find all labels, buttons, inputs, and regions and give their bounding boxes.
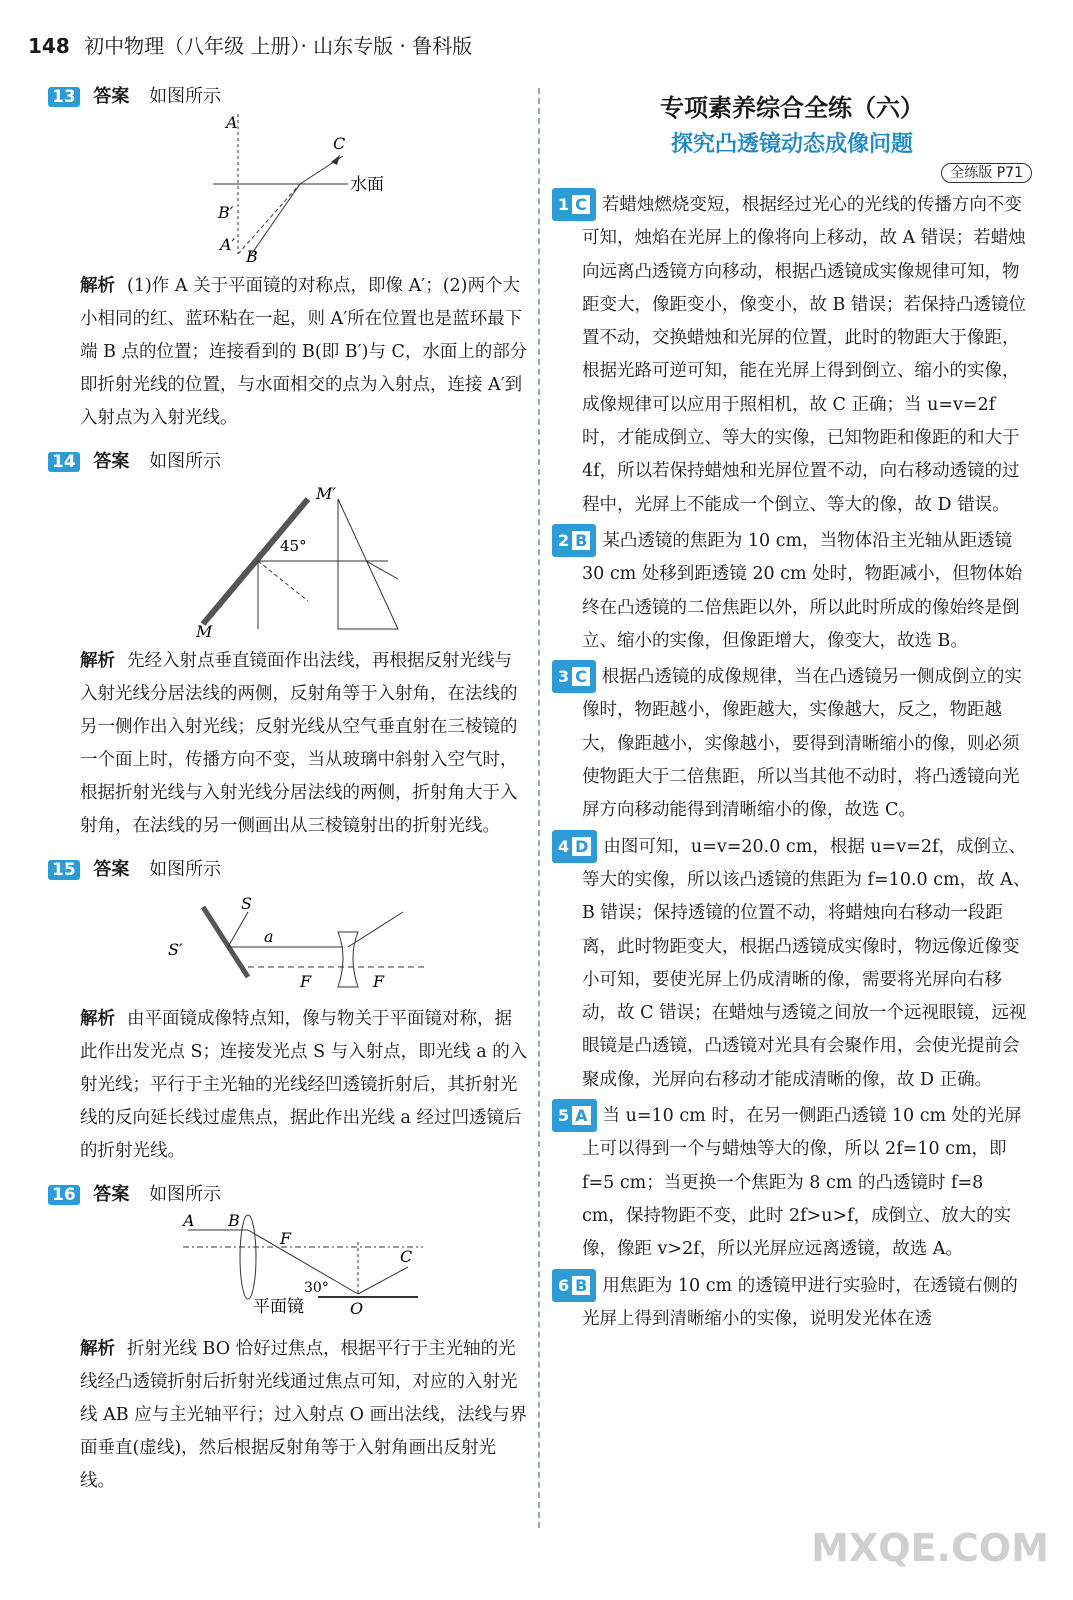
item-badge [552, 1099, 597, 1132]
item-text: 某凸透镜的焦距为 10 cm，当物体沿主光轴从距透镜 30 cm 处移到距透镜 20 cm 处时，物距减小，但物体始终在凸透镜的二倍焦距以外，所以此时所成的像始终是倒立、缩小的实像，但像距增大，像变大，故选 B。 [582, 530, 1023, 651]
item-number: 1 [558, 195, 570, 214]
answer-label: 答案 [93, 1184, 130, 1205]
item-badge [552, 830, 597, 863]
item-badge [552, 660, 596, 693]
item-number: 6 [558, 1275, 570, 1295]
figure-14 [48, 479, 528, 639]
analysis-text: 由平面镜成像特点知，像与物关于平面镜对称，据此作出发光点 S；连接发光点 S 与入射点，即光线 a 的入射光线；平行于主光轴的光线经凹透镜折射后，其折射光线的反向延长线过虚焦点，据此作出光线 a 经过凹透镜后的折射光线。 [80, 1009, 528, 1161]
label-a: a [264, 927, 274, 946]
label-M: M [196, 622, 213, 639]
item-answer: B [572, 1276, 590, 1295]
analysis-15 [48, 1003, 528, 1168]
item-badge [552, 188, 596, 221]
page-reference [552, 162, 1032, 182]
answer-label: 答案 [93, 451, 130, 472]
label-O: O [350, 1299, 364, 1318]
reference-badge: 全练版 P71 [941, 163, 1032, 183]
item-number: 4 [558, 836, 570, 856]
question-13-header [48, 82, 528, 108]
item-text: 若蜡烛燃烧变短，根据经过光心的光线的传播方向不变可知，烛焰在光屏上的像将向上移动，故 A 错误；若蜡烛向远离凸透镜方向移动，根据凸透镜成实像规律可知，物距变大，像距变小，像变小，故 B 错误；若保持凸透镜位置不动，交换蜡烛和光屏的位置，此时的物距大于像距，根据光路可逆可知，能在光屏上得到倒立、缩小的实像，成像规律可以应用于照相机，故 C 正确；当 u=v=2f 时，才能成倒立、等大的实像，已知物距和像距的和大于 4f，所以若保持蜡烛和光屏位置不动，向右移动透镜的过程中，光屏上不能成一个倒立、等大的像，故 D 错误。 [582, 195, 1026, 515]
section-subtitle: 探究凸透镜动态成像问题 [670, 132, 913, 157]
label-F: F [280, 1229, 292, 1248]
label-C: C [400, 1247, 413, 1266]
answer-item [552, 830, 1032, 1097]
label-angle: 45° [280, 537, 307, 555]
item-badge [552, 524, 596, 557]
question-15-header [48, 855, 528, 881]
label-Ap: A′ [220, 235, 236, 254]
label-A: A [183, 1212, 195, 1230]
label-Mp: M′ [316, 484, 337, 503]
label-angle: 30° [304, 1280, 329, 1296]
item-number: 2 [558, 530, 570, 550]
answer-item [552, 524, 1032, 658]
analysis-label: 解析 [80, 651, 115, 671]
item-text: 当 u=10 cm 时，在另一侧距凸透镜 10 cm 处的光屏上可以得到一个与蜡烛等大的像，所以 2f=10 cm，即 f=5 cm；当更换一个焦距为 8 cm 的凸透镜时 f=8 cm，保持物距不变，此时 2f>u>f，成倒立、放大的实像，像距 v>2f，所以光屏应远离透镜，故选 A。 [582, 1106, 1022, 1260]
answer-text: 如图所示 [149, 859, 222, 880]
figure-13 [48, 114, 528, 264]
right-column [552, 82, 1032, 1338]
label-S: S [241, 894, 252, 913]
watermark: MXQE.COM [811, 1526, 1049, 1570]
page-header [28, 30, 472, 59]
left-column [48, 82, 528, 1510]
analysis-text: 折射光线 BO 恰好过焦点，根据平行于主光轴的光线经凸透镜折射后折射光线通过焦点可知，对应的入射光线 AB 应与主光轴平行；过入射点 O 画出法线，法线与界面垂直(虚线)，然后根据反射角等于入射角画出反射光线。 [80, 1339, 528, 1491]
answer-item [552, 660, 1032, 827]
label-mirror: 平面镜 [253, 1297, 304, 1317]
column-divider [538, 88, 540, 1528]
item-text: 根据凸透镜的成像规律，当在凸透镜另一侧成倒立的实像时，物距越小，像距越大，实像越大，反之，物距越大，像距越小，实像越小，要得到清晰缩小的像，则必须使物距大于二倍焦距，所以当其他不动时，将凸透镜向光屏方向移动能得到清晰缩小的像，故选 C。 [582, 667, 1022, 821]
analysis-label: 解析 [80, 1009, 115, 1029]
figure-16 [48, 1212, 528, 1327]
item-number: 5 [558, 1106, 570, 1126]
analysis-text: (1)作 A 关于平面镜的对称点，即像 A′；(2)两个大小相同的红、蓝环粘在一起，则 A′所在位置也是蓝环最下端 B 点的位置；连接看到的 B(即 B′)与 C，水面上的部分即折射光线的位置，与水面相交的点为入射点，连接 A′到入射点为入射光线。 [80, 276, 528, 428]
question-number: 13 [48, 87, 80, 107]
figure-15 [48, 887, 528, 997]
answer-label: 答案 [93, 859, 130, 880]
label-A: A [226, 114, 238, 132]
label-Sp: S′ [168, 940, 183, 959]
question-number: 15 [48, 860, 80, 880]
item-answer: B [572, 531, 590, 550]
question-number: 16 [48, 1185, 80, 1205]
item-text: 由图可知，u=v=20.0 cm，根据 u=v=2f，成倒立、等大的实像，所以该凸透镜的焦距为 f=10.0 cm，故 A、B 错误；保持透镜的位置不动，将蜡烛向右移动一段距离，此时物距变大，根据凸透镜成实像时，物远像近像变小可知，要使光屏上仍成清晰的像，需要将光屏向右移动，故 C 错误；在蜡烛与透镜之间放一个远视眼镜，远视眼镜是凸透镜，凸透镜对光具有会聚作用，会使光提前会聚成像，光屏向右移动才能成清晰的像，故 D 正确。 [582, 836, 1031, 1090]
item-number: 3 [558, 667, 570, 687]
question-16-header [48, 1180, 528, 1206]
answer-label: 答案 [93, 86, 130, 107]
label-B: B [228, 1212, 240, 1230]
label-Bp: B′ [218, 203, 234, 222]
item-text: 用焦距为 10 cm 的透镜甲进行实验时，在透镜右侧的光屏上得到清晰缩小的实像，说明发光体在透 [582, 1275, 1018, 1329]
answer-text: 如图所示 [149, 86, 222, 107]
answer-item [552, 188, 1032, 522]
analysis-14 [48, 645, 528, 843]
label-water: 水面 [350, 175, 384, 195]
book-title: 初中物理（八年级 上册）· 山东专版 · 鲁科版 [84, 34, 473, 58]
section-title: 专项素养综合全练（六） [660, 94, 924, 122]
label-C: C [333, 134, 346, 153]
label-B: B [246, 247, 258, 264]
item-answer: A [572, 1106, 590, 1125]
item-answer: C [572, 195, 590, 214]
item-answer: C [572, 667, 590, 686]
page-number: 148 [28, 34, 70, 58]
answer-text: 如图所示 [149, 451, 222, 472]
analysis-13 [48, 270, 528, 435]
item-badge [552, 1269, 596, 1302]
analysis-text: 先经入射点垂直镜面作出法线，再根据反射光线与入射光线分居法线的两侧，反射角等于入射角，在法线的另一侧作出入射光线；反射光线从空气垂直射在三棱镜的一个面上时，传播方向不变，当从玻璃中斜射入空气时，根据折射光线与入射光线分居法线的两侧，折射角大于入射角，在法线的另一侧画出从三棱镜射出的折射光线。 [80, 651, 518, 836]
answer-item [552, 1269, 1032, 1337]
answer-text: 如图所示 [149, 1184, 222, 1205]
answer-item [552, 1099, 1032, 1266]
item-answer: D [572, 837, 591, 856]
analysis-16 [48, 1333, 528, 1498]
question-number: 14 [48, 452, 80, 472]
label-F2: F [373, 972, 385, 991]
analysis-label: 解析 [80, 1339, 115, 1359]
question-14-header [48, 447, 528, 473]
label-F1: F [300, 972, 312, 991]
analysis-label: 解析 [80, 276, 115, 296]
